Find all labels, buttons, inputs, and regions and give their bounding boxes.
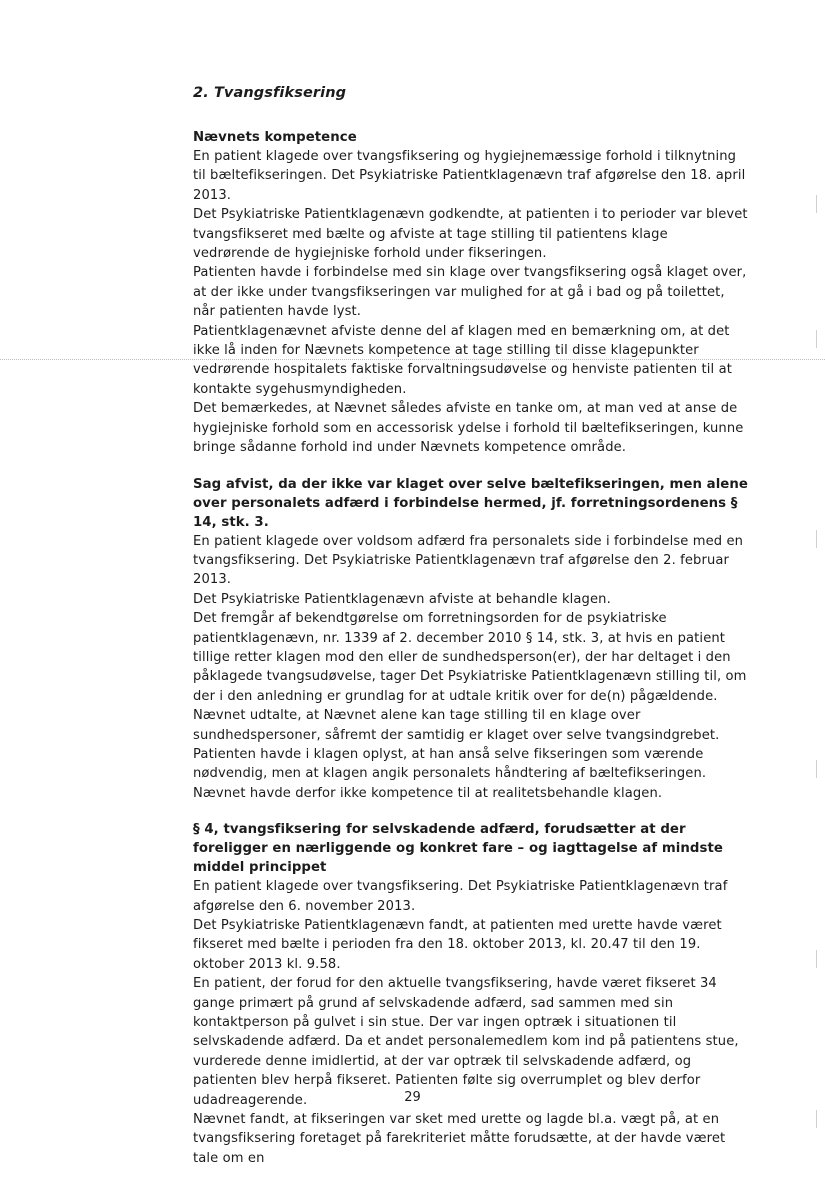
section-title: § 4, tvangsfiksering for selvskadende adfærd, forudsætter at der foreligger en nærliggende og konkret fare – og iagttagelse af mindste middel princippet (193, 822, 723, 876)
section-naevnets-kompetence (193, 128, 748, 458)
paragraph: Patienten havde i forbindelse med sin klage over tvangsfiksering også klaget over, at der ikke under tvangsfikseringen var mulighed for at gå i bad og på toilettet, når patienten havde lyst. (193, 265, 747, 320)
paragraph: Patientklagenævnet afviste denne del af klagen med en bemærkning om, at det ikke lå inden for Nævnets kompetence at tage stilling til disse klagepunkter vedrørende hospitalets faktiske forvaltningsudøvelse og henviste patienten til at kontakte sygehusmyndigheden. (193, 323, 732, 397)
document-body (193, 82, 748, 1185)
section-paragraf-4 (193, 820, 748, 1168)
paragraph: En patient klagede over tvangsfiksering. Det Psykiatriske Patientklagenævn traf afgørelse den 6. november 2013. (193, 879, 728, 914)
paragraph: Det Psykiatriske Patientklagenævn fandt, at patienten med urette havde været fikseret med bælte i perioden fra den 18. oktober 2013, kl. 20.47 til den 19. oktober 2013 kl. 9.58. (193, 918, 722, 972)
paragraph: En patient, der forud for den aktuelle tvangsfiksering, havde været fikseret 34 gange primært på grund af selvskadende adfærd, sad sammen med sin kontaktperson på gulvet i sin stue. Der var ingen optræk i situationen til selvskadende adfærd. Da et andet personalemedlem kom ind på patientens stue, vurderede denne imidlertid, at der var optræk til selvskadende adfærd, og patienten blev herpå fikseret. Patienten følte sig overrumplet og blev derfor udadreagerende. (193, 976, 739, 1108)
paragraph: En patient klagede over tvangsfiksering og hygiejnemæssige forhold i tilknytning til bæltefikseringen. Det Psykiatriske Patientklagenævn traf afgørelse den 18. april 2013. (193, 149, 746, 203)
section-sag-afvist (193, 475, 748, 804)
page-number: 29 (404, 1090, 421, 1105)
paragraph: Det fremgår af bekendtgørelse om forretningsorden for de psykiatriske patientklagenævn, nr. 1339 af 2. december 2010 § 14, stk. 3, at hvis en patient tillige retter klagen mod den eller de sundhedsperson(er), der har deltaget i den påklagede tvangsudøvelse, tager Det Psykiatriske Patientklagenævn stilling til, om der i den anledning er grundlag for at udtale kritik over for de(n) pågældende. (193, 611, 747, 704)
paragraph: Det Psykiatriske Patientklagenævn godkendte, at patienten i to perioder var blevet tvangsfikseret med bælte og afviste at tage stilling til patientens klage vedrørende de hygiejniske forhold under fikseringen. (193, 207, 748, 262)
section-title: Nævnets kompetence (193, 130, 357, 145)
paragraph: Det Psykiatriske Patientklagenævn afviste at behandle klagen. (193, 591, 611, 607)
paragraph: Nævnet udtalte, at Nævnet alene kan tage stilling til en klage over sundhedspersoner, såfremt der samtidig er klaget over selve tvangsindgrebet. Patienten havde i klagen oplyst, at han anså selve fikseringen som værende nødvendig, men at klagen angik personalets håndtering af bæltefikseringen. Nævnet havde derfor ikke kompetence til at realitetsbehandle klagen. (193, 708, 720, 801)
paragraph: Det bemærkedes, at Nævnet således afviste en tanke om, at man ved at anse de hygiejniske forhold som en accessorisk ydelse i forhold til bæltefikseringen, kunne bringe sådanne forhold ind under Nævnets kompetence område. (193, 401, 744, 456)
section-title: Sag afvist, da der ikke var klaget over selve bæltefikseringen, men alene over personalets adfærd i forbindelse hermed, jf. forretningsordenens § 14, stk. 3. (193, 476, 748, 530)
paragraph: En patient klagede over voldsom adfærd fra personalets side i forbindelse med en tvangsfiksering. Det Psykiatriske Patientklagenævn traf afgørelse den 2. februar 2013. (193, 533, 744, 588)
chapter-heading: 2. Tvangsfiksering (193, 85, 347, 101)
scan-edge-marks (816, 0, 822, 1168)
paragraph: Nævnet fandt, at fikseringen var sket med urette og lagde bl.a. vægt på, at en tvangsfiksering foretaget på farekriteriet måtte forudsætte, at der havde været tale om en (193, 1112, 726, 1166)
